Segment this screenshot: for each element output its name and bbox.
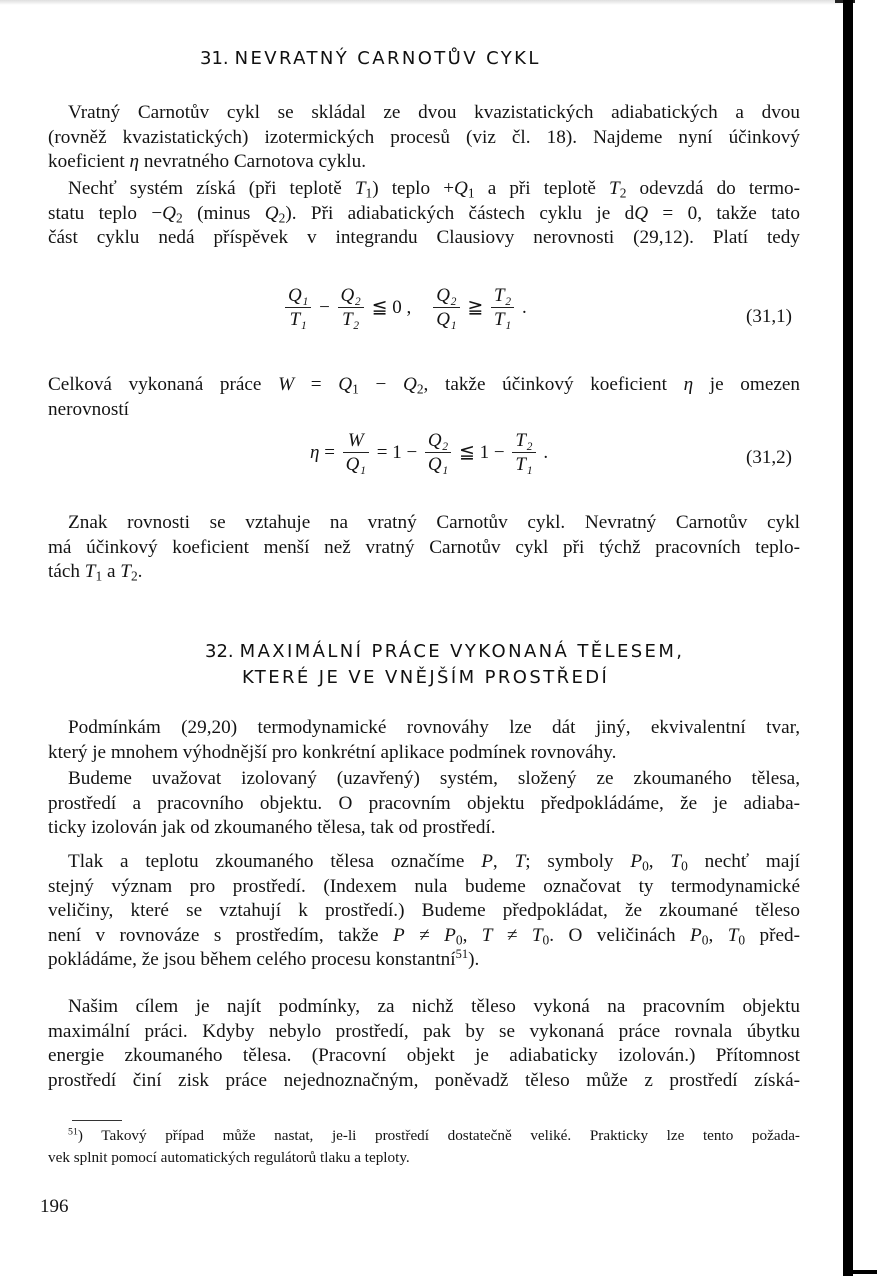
math-symbol: T xyxy=(531,924,543,946)
text-line xyxy=(48,177,800,202)
math-subscript: 1 xyxy=(352,381,359,397)
numerator: Q₁ xyxy=(285,285,311,308)
scan-top-shade xyxy=(0,0,845,5)
operator: . xyxy=(543,441,549,463)
text-span: = 0, takže tato xyxy=(648,202,800,224)
equation-31-1 xyxy=(282,285,527,332)
equation-label: (31,2) xyxy=(746,447,792,468)
text-line xyxy=(48,560,800,585)
text-span: odevzdá do termo- xyxy=(626,178,800,199)
math-symbol: η xyxy=(310,441,320,463)
denominator: T₁ xyxy=(515,454,533,475)
paragraph xyxy=(48,177,800,251)
text-span: = xyxy=(294,374,339,395)
denominator: Q₁ xyxy=(427,454,449,475)
operator: ≧ xyxy=(467,296,484,318)
denominator: T₁ xyxy=(494,309,512,330)
math-subscript: 0 xyxy=(681,858,688,874)
paragraph xyxy=(48,995,800,1093)
section-31-heading xyxy=(200,48,541,69)
footnote-divider xyxy=(72,1120,122,1121)
fraction xyxy=(512,430,535,477)
text-span: . O veličinách xyxy=(549,924,691,946)
operator: = 1 − xyxy=(376,441,418,463)
paragraph xyxy=(48,850,800,973)
paragraph xyxy=(48,101,800,175)
fraction xyxy=(343,430,369,477)
text-line: prostředí činí zisk práce nejednoznačným, poněvadž těleso může z prostředí získá- xyxy=(48,1069,800,1091)
paragraph xyxy=(48,716,800,765)
text-span: , xyxy=(648,851,671,872)
text-line: veličiny, které se vztahují k prostředí.) Budeme předpokládat, že zkoumané těleso xyxy=(48,900,800,921)
math-subscript: 2 xyxy=(176,209,183,225)
math-symbol: Q xyxy=(264,202,279,224)
operator: ≦ 1 − xyxy=(459,441,505,463)
page-number: 196 xyxy=(40,1196,69,1217)
text-span: před- xyxy=(745,924,801,946)
text-line: Znak rovnosti se vztahuje na vratný Carnotův cykl. Nevratný Carnotův cykl xyxy=(68,512,800,533)
math-subscript: 2 xyxy=(130,568,138,584)
text-line: maximální práci. Kdyby nebylo prostředí, pak by se vykonaná práce rovnala úbytku xyxy=(48,1020,800,1042)
footnote-line: vek splnit pomocí automatických regulátorů tlaku a teploty. xyxy=(48,1149,410,1166)
text-line xyxy=(48,850,800,875)
math-subscript: 0 xyxy=(738,931,746,947)
text-span: − xyxy=(358,374,403,395)
text-span: Tlak a teplotu zkoumaného tělesa označíme xyxy=(68,851,482,872)
text-span: a xyxy=(102,561,121,582)
math-symbol: η xyxy=(129,151,140,172)
text-span: je omezen xyxy=(693,374,800,395)
math-subscript: 2 xyxy=(416,381,424,397)
text-line: ticky izolován jak od zkoumaného tělesa, tak od prostředí. xyxy=(48,817,496,838)
fraction xyxy=(491,285,514,332)
section-title-line-2: KTERÉ JE VE VNĚJŠÍM PROSTŘEDÍ xyxy=(242,667,610,688)
equation-label: (31,1) xyxy=(746,306,792,327)
fraction xyxy=(285,285,311,332)
math-symbol: Q xyxy=(634,202,649,224)
numerator: Q₂ xyxy=(338,285,364,308)
numerator: Q₂ xyxy=(433,285,459,308)
math-symbol: T xyxy=(670,851,682,872)
text-span: ). Při adiabatických částech cyklu je d xyxy=(285,202,635,224)
text-line: část cyklu nedá příspěvek v integrandu Clausiovy nerovnosti (29,12). Platí tedy xyxy=(48,227,800,248)
fraction xyxy=(425,430,451,477)
math-subscript: 1 xyxy=(95,568,103,584)
text-line xyxy=(48,948,800,973)
math-subscript: 0 xyxy=(642,858,649,874)
math-symbol: T xyxy=(514,851,526,872)
scan-binding-foot xyxy=(843,1270,877,1274)
text-span: ). xyxy=(468,949,480,970)
math-subscript: 0 xyxy=(701,931,709,947)
text-line: má účinkový koeficient menší než vratný Carnotův cykl při týchž pracovních teplo- xyxy=(48,536,800,558)
math-symbol: P xyxy=(630,851,643,872)
section-32-heading xyxy=(205,641,684,662)
math-symbol: η xyxy=(683,374,694,395)
math-subscript: 1 xyxy=(365,185,373,201)
scan-binding-edge xyxy=(843,0,853,1276)
text-span: Celková vykonaná práce xyxy=(48,374,279,395)
text-span: statu teplo − xyxy=(48,202,163,224)
fraction xyxy=(433,285,459,332)
text-line: Podmínkám (29,20) termodynamické rovnováhy lze dát jiný, ekvivalentní tvar, xyxy=(68,717,800,738)
text-line: Našim cílem je najít podmínky, za nichž těleso vykoná na pracovním objektu xyxy=(68,996,800,1017)
text-span: ; symboly xyxy=(525,851,631,872)
fraction xyxy=(338,285,364,332)
text-line: stejný význam pro prostředí. (Indexem nula budeme označovat ty termodynamické xyxy=(48,875,800,897)
math-symbol: W xyxy=(278,374,295,395)
text-span: koeficient xyxy=(48,151,130,172)
text-span: . xyxy=(137,561,143,582)
operator: = xyxy=(324,441,335,463)
math-symbol: P xyxy=(444,924,456,946)
text-span: tách xyxy=(48,561,85,582)
section-title: NEVRATNÝ CARNOTŮV CYKL xyxy=(234,48,541,69)
denominator: T₂ xyxy=(342,309,360,330)
text-line: prostředí a pracovního objektu. O pracovním objektu předpokládáme, že je adiaba- xyxy=(48,792,800,814)
math-symbol: T xyxy=(609,178,620,199)
text-span: ) teplo + xyxy=(372,178,455,199)
math-symbol: P xyxy=(690,924,702,946)
math-symbol: T xyxy=(727,924,739,946)
equation-31-2 xyxy=(310,430,548,477)
math-subscript: 0 xyxy=(455,931,463,947)
text-line: nerovností xyxy=(48,398,130,420)
operator: ≠ xyxy=(492,924,532,946)
text-span: nechť mají xyxy=(687,851,800,872)
text-span: , xyxy=(462,924,482,946)
math-subscript: 0 xyxy=(542,931,550,947)
footnote-marker[interactable]: 51 xyxy=(455,947,469,962)
numerator: T₂ xyxy=(512,430,535,453)
text-span: , xyxy=(492,851,515,872)
math-symbol: T xyxy=(120,561,131,582)
math-symbol: Q xyxy=(454,178,468,199)
math-symbol: Q xyxy=(162,202,177,224)
text-line: energie zkoumaného tělesa. (Pracovní objekt je adiabaticky izolován.) Přítomnost xyxy=(48,1045,800,1066)
math-subscript: 1 xyxy=(467,185,475,201)
numerator: Q₂ xyxy=(425,430,451,453)
text-span: Nechť systém získá (při teplotě xyxy=(68,178,355,199)
math-symbol: T xyxy=(354,178,366,199)
operator: ≦ 0 , xyxy=(371,296,412,318)
footnote-number: 51 xyxy=(68,1126,78,1138)
math-subscript: 2 xyxy=(278,209,286,225)
text-span: není v rovnováze s prostředím, takže xyxy=(48,924,393,946)
math-symbol: Q xyxy=(402,374,417,395)
math-symbol: T xyxy=(84,561,96,582)
text-span: (minus xyxy=(182,202,265,224)
text-line xyxy=(48,924,800,949)
math-symbol: P xyxy=(481,851,493,872)
footnote-line xyxy=(48,1125,800,1147)
section-number: 32. xyxy=(205,641,234,662)
denominator: T₁ xyxy=(289,309,307,330)
text-span: , xyxy=(708,924,728,946)
denominator: Q₁ xyxy=(345,454,366,475)
section-number: 31. xyxy=(200,48,229,69)
numerator: T₂ xyxy=(491,285,514,308)
text-span: a při teplotě xyxy=(474,178,610,199)
operator: . xyxy=(521,296,527,318)
text-line: Vratný Carnotův cykl se skládal ze dvou kvazistatických adiabatických a dvou xyxy=(68,102,800,123)
denominator: Q₁ xyxy=(436,309,457,330)
math-symbol: P xyxy=(392,924,405,946)
operator: ≠ xyxy=(404,924,445,946)
numerator: W xyxy=(343,430,369,453)
text-line: který je mnohem výhodnější pro konkrétní aplikace podmínek rovnováhy. xyxy=(48,741,617,763)
paragraph xyxy=(48,373,800,422)
section-title-line-1: MAXIMÁLNÍ PRÁCE VYKONANÁ TĚLESEM, xyxy=(239,641,685,662)
text-span: ) Takový případ může nastat, je-li prostředí dostatečně veliké. Prakticky lze tento požada- xyxy=(77,1127,800,1144)
text-line xyxy=(48,150,800,175)
math-symbol: T xyxy=(481,924,493,946)
text-span: nevratného Carnotova cyklu. xyxy=(139,151,367,172)
text-line: (rovněž kvazistatických) izotermických procesů (viz čl. 18). Najdeme nyní účinkový xyxy=(48,126,800,148)
text-span: , takže účinkový koeficient xyxy=(423,374,684,395)
paragraph xyxy=(48,767,800,841)
text-line xyxy=(48,202,800,227)
section-32-heading-line-2 xyxy=(242,667,609,688)
operator: − xyxy=(319,296,330,318)
text-span: pokládáme, že jsou během celého procesu konstantní xyxy=(48,949,456,970)
math-subscript: 2 xyxy=(619,185,627,201)
text-line xyxy=(48,373,800,398)
text-line: Budeme uvažovat izolovaný (uzavřený) systém, složený ze zkoumaného tělesa, xyxy=(68,768,800,789)
math-symbol: Q xyxy=(338,374,353,395)
footnote xyxy=(48,1125,800,1169)
paragraph xyxy=(48,511,800,585)
